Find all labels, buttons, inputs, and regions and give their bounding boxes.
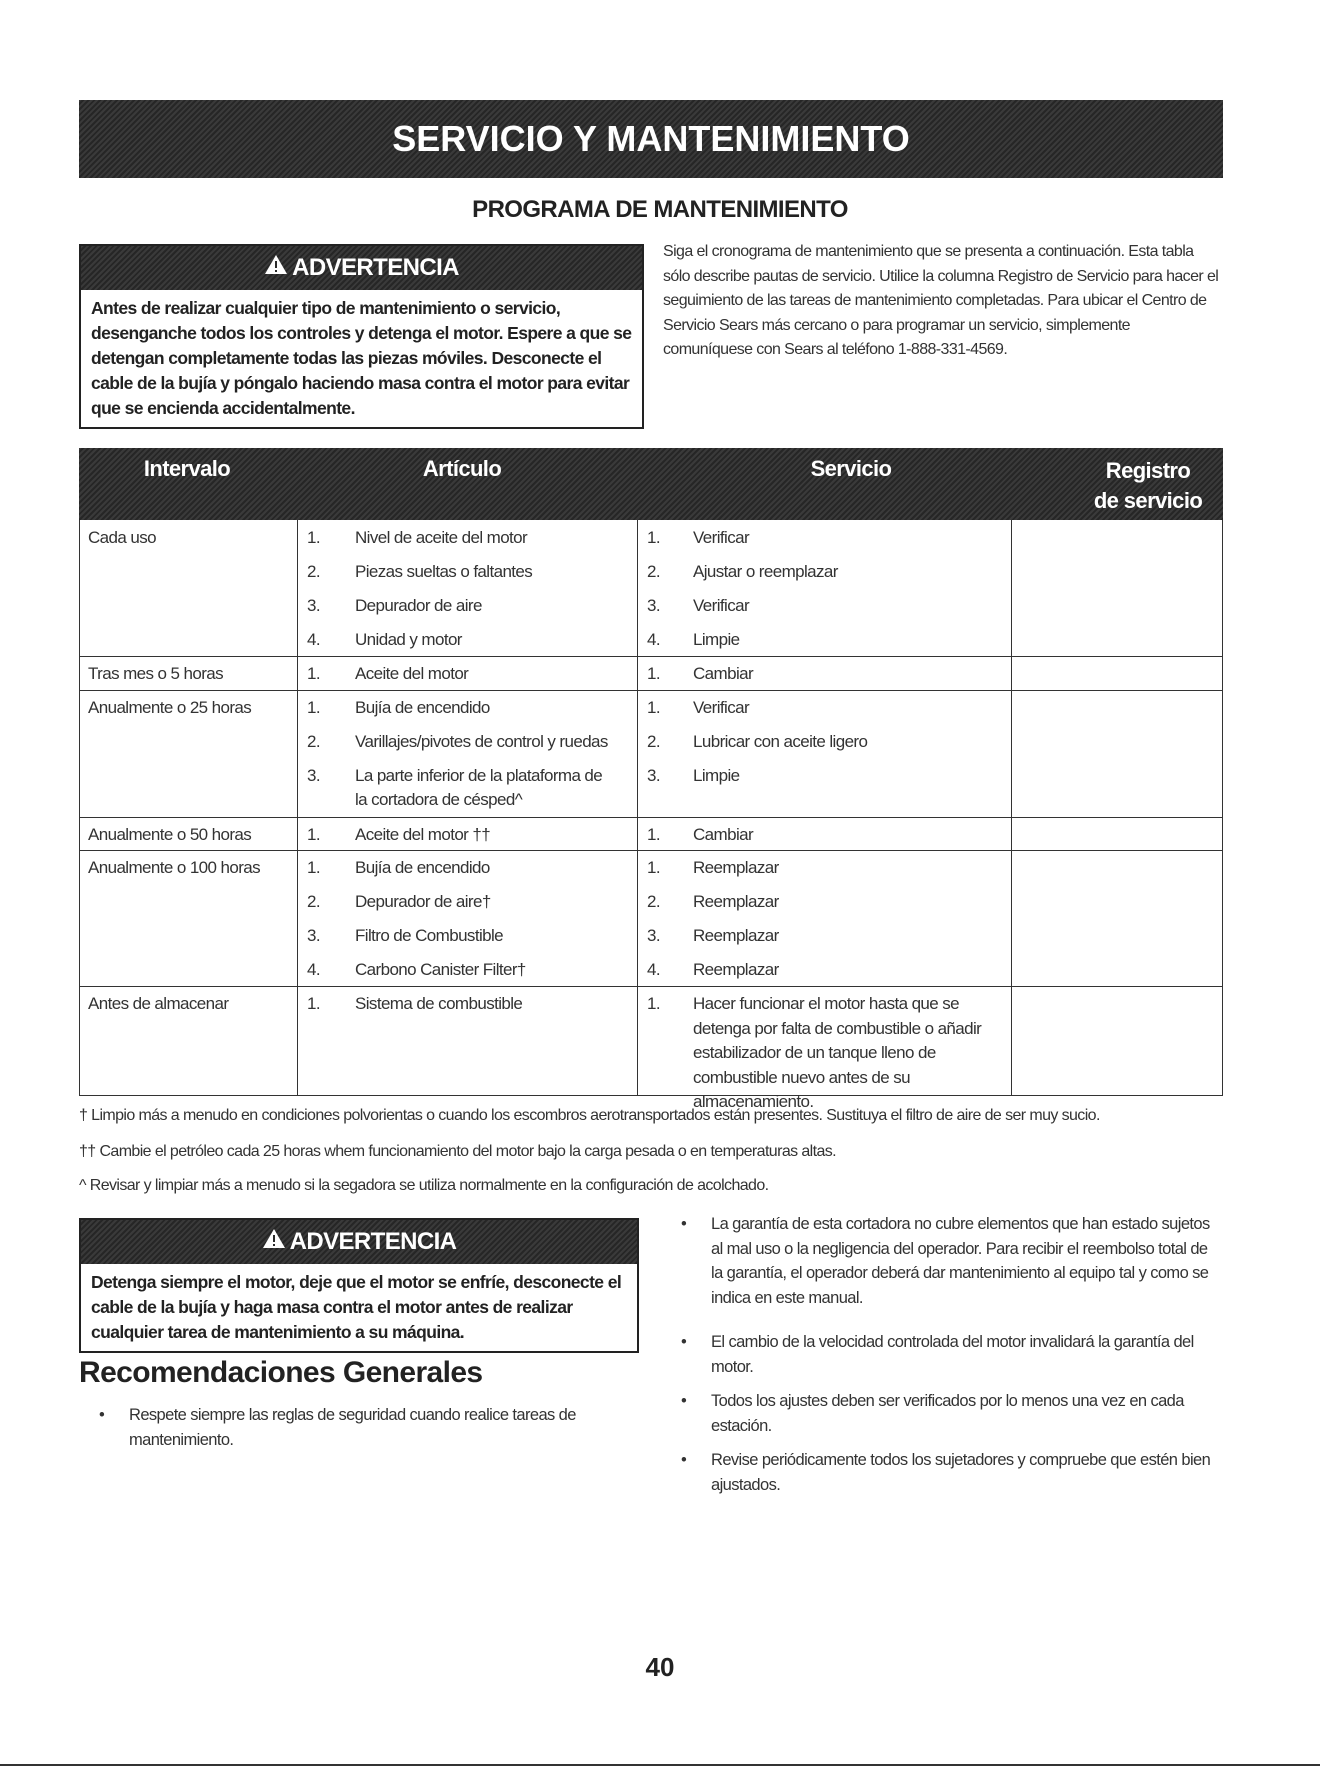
service-number: 1. xyxy=(647,994,660,1013)
warning-text: Detenga siempre el motor, deje que el motor se enfríe, desconecte el cable de la bujía y haga masa contra el motor antes de realizar cualquier tarea de mantenimiento a su máquina. xyxy=(91,1272,622,1342)
item-number: 4. xyxy=(307,960,320,979)
item-cell: Carbono Canister Filter† xyxy=(355,960,526,979)
table-header xyxy=(79,448,1223,520)
warning-box-bottom xyxy=(79,1218,639,1353)
service-cell: Verificar xyxy=(693,698,750,717)
recommendation-item xyxy=(681,1448,1211,1497)
header-servicio: Servicio xyxy=(810,456,892,481)
item-number: 1. xyxy=(307,994,320,1013)
service-number: 3. xyxy=(647,766,660,785)
service-number: 4. xyxy=(647,960,660,979)
service-number: 1. xyxy=(647,664,660,683)
service-cell: Lubricar con aceite ligero xyxy=(693,732,868,751)
warning-triangle-icon xyxy=(262,1220,286,1264)
recommendation-text: Revise periódicamente todos los sujetadores y compruebe que estén bien ajustados. xyxy=(711,1451,1211,1494)
item-number: 3. xyxy=(307,926,320,945)
recommendation-item xyxy=(681,1212,1211,1310)
service-cell: Cambiar xyxy=(693,664,754,683)
recommendation-text: Todos los ajustes deben ser verificados por lo menos una vez en cada estación. xyxy=(711,1392,1184,1435)
item-number: 2. xyxy=(307,892,320,911)
interval-cell: Antes de almacenar xyxy=(88,994,229,1013)
item-cell: La parte inferior de la plataforma de la cortadora de césped^ xyxy=(355,766,603,809)
intro-paragraph: Siga el cronograma de mantenimiento que se presenta a continuación. Esta tabla sólo describe pautas de servicio. Utilice la columna Registro de Servicio para hacer el seguimiento de las tareas de mantenimiento completadas. Para ubicar el Centro de Servicio Sears más cercano o para programar un servicio, simplemente comuníquese con Sears al teléfono 1-888-331-4569. xyxy=(663,243,1219,358)
item-number: 2. xyxy=(307,562,320,581)
item-number: 1. xyxy=(307,825,320,844)
service-cell: Verificar xyxy=(693,528,750,547)
service-number: 2. xyxy=(647,892,660,911)
banner-title: SERVICIO Y MANTENIMIENTO xyxy=(392,118,910,159)
row-divider xyxy=(80,850,1222,851)
service-cell: Ajustar o reemplazar xyxy=(693,562,838,581)
service-number: 1. xyxy=(647,825,660,844)
service-number: 3. xyxy=(647,596,660,615)
row-divider xyxy=(80,986,1222,987)
warning-heading: ADVERTENCIA xyxy=(289,1228,457,1255)
recommendation-text: El cambio de la velocidad controlada del motor invalidará la garantía del motor. xyxy=(711,1333,1194,1376)
footnote: ^ Revisar y limpiar más a menudo si la segadora se utiliza normalmente en la configuración de acolchado. xyxy=(79,1177,769,1194)
interval-cell: Anualmente o 25 horas xyxy=(88,698,252,717)
page-subtitle: PROGRAMA DE MANTENIMIENTO xyxy=(472,196,848,223)
header-registro-line1: Registro xyxy=(1105,458,1191,483)
service-number: 1. xyxy=(647,858,660,877)
service-number: 3. xyxy=(647,926,660,945)
item-number: 1. xyxy=(307,664,320,683)
item-number: 1. xyxy=(307,698,320,717)
service-cell: Hacer funcionar el motor hasta que se detenga por falta de combustible o añadir estabilizador de un tanque lleno de combustible nuevo antes de su almacenamiento. xyxy=(693,994,982,1111)
service-cell: Reemplazar xyxy=(693,960,779,979)
warning-header xyxy=(81,246,642,290)
footnote: † Limpio más a menudo en condiciones polvorientas o cuando los escombros aerotransportados están presentes. Sustituya el filtro de aire de ser muy sucio. xyxy=(79,1107,1100,1124)
item-cell: Piezas sueltas o faltantes xyxy=(355,562,533,581)
service-number: 2. xyxy=(647,562,660,581)
service-number: 1. xyxy=(647,528,660,547)
bullet-icon: • xyxy=(681,1451,687,1469)
item-cell: Varillajes/pivotes de control y ruedas xyxy=(355,732,608,751)
item-cell: Nivel de aceite del motor xyxy=(355,528,528,547)
bullet-icon: • xyxy=(681,1333,687,1351)
page-number: 40 xyxy=(645,1652,675,1682)
service-cell: Reemplazar xyxy=(693,858,779,877)
service-cell: Limpie xyxy=(693,630,740,649)
header-registro xyxy=(1073,456,1223,516)
recommendation-text: Respete siempre las reglas de seguridad cuando realice tareas de mantenimiento. xyxy=(129,1406,576,1449)
header-registro-line2: de servicio xyxy=(1093,488,1203,513)
interval-cell: Anualmente o 100 horas xyxy=(88,858,261,877)
item-cell: Unidad y motor xyxy=(355,630,462,649)
recommendations-title: Recomendaciones Generales xyxy=(79,1356,483,1389)
service-number: 4. xyxy=(647,630,660,649)
row-divider xyxy=(80,817,1222,818)
service-cell: Verificar xyxy=(693,596,750,615)
service-cell: Cambiar xyxy=(693,825,754,844)
item-number: 1. xyxy=(307,858,320,877)
header-articulo: Artículo xyxy=(422,456,502,481)
item-cell: Depurador de aire xyxy=(355,596,482,615)
warning-text: Antes de realizar cualquier tipo de mantenimiento o servicio, desenganche todos los controles y detenga el motor. Espere a que se detengan completamente todas las piezas móviles. Desconecte el cable de la bujía y póngalo haciendo masa contra el motor para evitar que se encienda accidentalmente. xyxy=(91,298,632,418)
interval-cell: Tras mes o 5 horas xyxy=(88,664,224,683)
item-cell: Bujía de encendido xyxy=(355,698,490,717)
service-number: 1. xyxy=(647,698,660,717)
recommendation-item xyxy=(681,1389,1211,1438)
interval-cell: Cada uso xyxy=(88,528,156,547)
item-cell: Depurador de aire† xyxy=(355,892,491,911)
row-divider xyxy=(80,656,1222,657)
item-number: 4. xyxy=(307,630,320,649)
item-number: 1. xyxy=(307,528,320,547)
item-cell: Aceite del motor †† xyxy=(355,825,491,844)
item-number: 2. xyxy=(307,732,320,751)
recommendation-item xyxy=(99,1403,589,1452)
service-cell: Limpie xyxy=(693,766,740,785)
warning-heading: ADVERTENCIA xyxy=(292,254,459,281)
bullet-icon: • xyxy=(681,1392,687,1410)
service-cell: Reemplazar xyxy=(693,892,779,911)
item-number: 3. xyxy=(307,766,320,785)
service-cell: Reemplazar xyxy=(693,926,779,945)
warning-box-top xyxy=(79,244,644,429)
row-divider xyxy=(80,690,1222,691)
bullet-icon: • xyxy=(681,1215,687,1233)
col-divider xyxy=(1011,520,1012,1095)
section-banner xyxy=(79,100,1223,178)
bottom-rule xyxy=(0,1764,1320,1766)
warning-triangle-icon xyxy=(264,246,288,290)
warning-header xyxy=(81,1220,637,1264)
col-divider xyxy=(637,520,638,1095)
interval-cell: Anualmente o 50 horas xyxy=(88,825,252,844)
item-cell: Aceite del motor xyxy=(355,664,469,683)
service-number: 2. xyxy=(647,732,660,751)
item-cell: Sistema de combustible xyxy=(355,994,523,1013)
footnote: †† Cambie el petróleo cada 25 horas whem funcionamiento del motor bajo la carga pesada o en temperaturas altas. xyxy=(79,1143,837,1160)
item-number: 3. xyxy=(307,596,320,615)
recommendation-item xyxy=(681,1330,1211,1379)
maintenance-table xyxy=(79,520,1223,1111)
bullet-icon: • xyxy=(99,1406,105,1424)
col-divider xyxy=(297,520,298,1095)
item-cell: Bujía de encendido xyxy=(355,858,490,877)
header-intervalo: Intervalo xyxy=(143,456,231,481)
recommendation-text: La garantía de esta cortadora no cubre elementos que han estado sujetos al mal uso o la negligencia del operador. Para recibir el reembolso total de la garantía, el operador deberá dar mantenimiento al equipo tal y como se indica en este manual. xyxy=(711,1215,1210,1307)
item-cell: Filtro de Combustible xyxy=(355,926,504,945)
